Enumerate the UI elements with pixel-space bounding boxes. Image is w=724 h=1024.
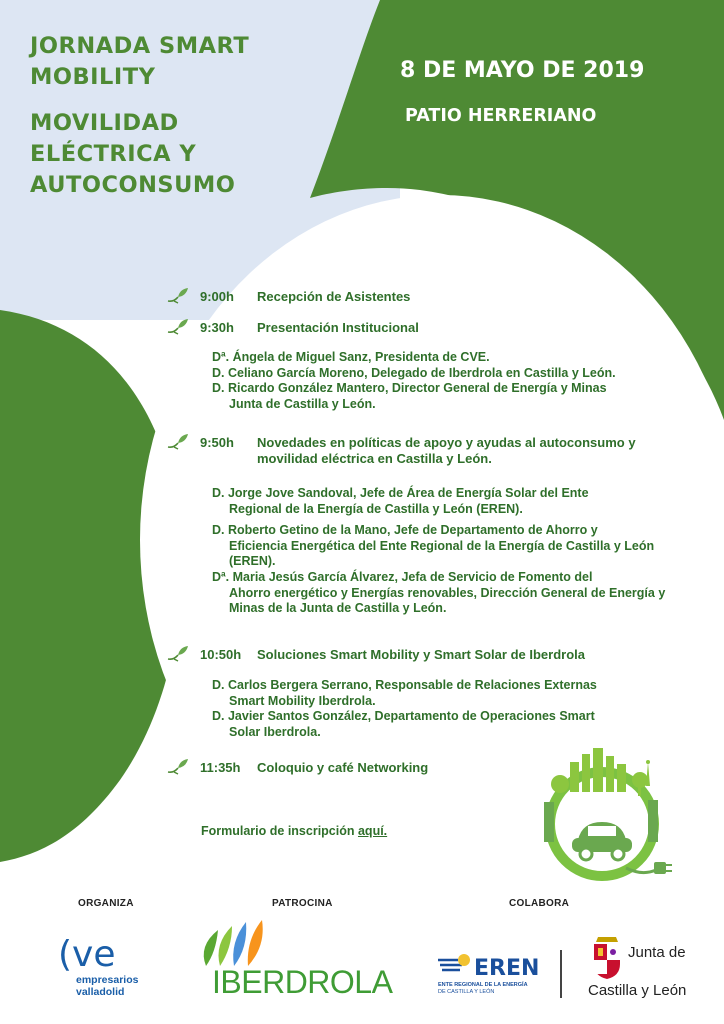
eren-subtitle-2: DE CASTILLA Y LEÓN <box>438 989 495 995</box>
agenda-description: Recepción de Asistentes <box>257 289 411 304</box>
speaker-text-cont: Solar Iberdrola. <box>229 724 321 739</box>
iberdrola-wordmark: IBERDROLA <box>212 964 393 1000</box>
organiza-label: ORGANIZA <box>78 898 134 909</box>
speaker-list <box>212 678 682 740</box>
speaker <box>212 381 682 412</box>
speaker-text: D. Roberto Getino de la Mano, Jefe de Departamento de Ahorro y <box>212 523 598 538</box>
eren-logo <box>436 952 556 1002</box>
agenda-description: Coloquio y café Networking <box>257 760 429 775</box>
agenda-item <box>166 433 686 473</box>
colabora-label: COLABORA <box>509 898 570 909</box>
event-date: 8 DE MAYO DE 2019 <box>400 58 645 83</box>
agenda-time: 9:50h <box>200 435 234 450</box>
agenda-item <box>166 645 686 669</box>
event-venue: PATIO HERRERIANO <box>405 106 597 126</box>
subtitle-line: MOVILIDAD <box>30 110 179 136</box>
speaker-text: D. Jorge Jove Sandoval, Jefe de Área de Energía Solar del Ente <box>212 486 589 500</box>
agenda-time: 11:35h <box>200 760 241 775</box>
subtitle-line: ELÉCTRICA Y <box>30 141 197 167</box>
agenda-time: 10:50h <box>200 647 242 662</box>
agenda-time: 9:30h <box>200 320 234 335</box>
leaf-plug-icon <box>166 318 192 336</box>
junta-text-2: Castilla y León <box>588 982 687 999</box>
speaker-text: D. Javier Santos González, Departamento de Operaciones Smart <box>212 709 595 724</box>
speaker <box>212 523 682 570</box>
title-line: MOBILITY <box>30 64 156 90</box>
speaker <box>212 350 682 366</box>
patrocina-label: PATROCINA <box>272 898 333 909</box>
subtitle-line: AUTOCONSUMO <box>30 172 236 198</box>
leaf-plug-icon <box>166 287 192 305</box>
speaker <box>212 709 682 740</box>
form-link[interactable]: aquí. <box>357 824 388 838</box>
speaker-text-cont: Junta de Castilla y León. <box>229 396 376 411</box>
speaker-list <box>212 486 682 617</box>
registration-form <box>201 824 387 838</box>
agenda-description: Novedades en políticas de apoyo y ayudas al autoconsumo y movilidad eléctrica en Castilla y León. <box>257 435 636 466</box>
agenda-description: Presentación Institucional <box>257 320 419 335</box>
eren-wordmark: EREN <box>474 956 540 981</box>
cve-logo <box>54 934 174 998</box>
form-text: Formulario de inscripción <box>201 824 358 838</box>
speaker-text-cont: Eficiencia Energética del Ente Regional de la Energía de Castilla y León (EREN). <box>229 538 655 569</box>
speaker-text-cont: Regional de la Energía de Castilla y León (EREN). <box>229 501 523 516</box>
cve-mark: (ve <box>58 934 116 975</box>
speaker-list <box>212 350 682 412</box>
speaker <box>212 570 682 617</box>
leaf-plug-icon <box>166 433 192 451</box>
logo-divider <box>560 950 562 998</box>
iberdrola-drops-icon <box>196 918 276 968</box>
eren-emblem-icon <box>436 952 472 980</box>
agenda-description: Soluciones Smart Mobility y Smart Solar de Iberdrola <box>257 647 585 662</box>
title-line: JORNADA SMART <box>30 33 250 59</box>
speaker <box>212 678 682 709</box>
cve-line2: valladolid <box>76 986 125 998</box>
speaker-text: Dª. Maria Jesús García Álvarez, Jefa de Servicio de Fomento del <box>212 569 593 584</box>
speaker-text-cont: Ahorro energético y Energías renovables, Dirección General de Energía y Minas de la Junta de Castilla y León. <box>229 585 666 616</box>
speaker <box>212 366 682 382</box>
plug-icon <box>654 862 666 874</box>
iberdrola-logo <box>194 918 394 1000</box>
eco-city-car-illustration <box>530 742 680 892</box>
cve-line1: empresarios <box>76 974 139 986</box>
junta-text-1: Junta de <box>628 944 686 961</box>
speaker-text: Dª. Ángela de Miguel Sanz, Presidenta de CVE. <box>212 350 490 364</box>
agenda-time: 9:00h <box>200 289 234 304</box>
junta-logo <box>584 934 704 1000</box>
speaker-text: D. Carlos Bergera Serrano, Responsable de Relaciones Externas <box>212 678 597 692</box>
agenda-item <box>166 287 686 311</box>
agenda-item <box>166 318 686 342</box>
speaker <box>212 486 682 517</box>
speaker-text: D. Celiano García Moreno, Delegado de Iberdrola en Castilla y León. <box>212 365 616 380</box>
coat-of-arms-icon <box>590 936 624 980</box>
car-icon <box>572 822 632 860</box>
leaf-plug-icon <box>166 645 192 663</box>
leaf-plug-icon <box>166 758 192 776</box>
speaker-text: D. Ricardo González Mantero, Director General de Energía y Minas <box>212 381 607 396</box>
eren-subtitle-1: ENTE REGIONAL DE LA ENERGÍA <box>438 982 528 988</box>
speaker-text-cont: Smart Mobility Iberdrola. <box>229 693 376 708</box>
